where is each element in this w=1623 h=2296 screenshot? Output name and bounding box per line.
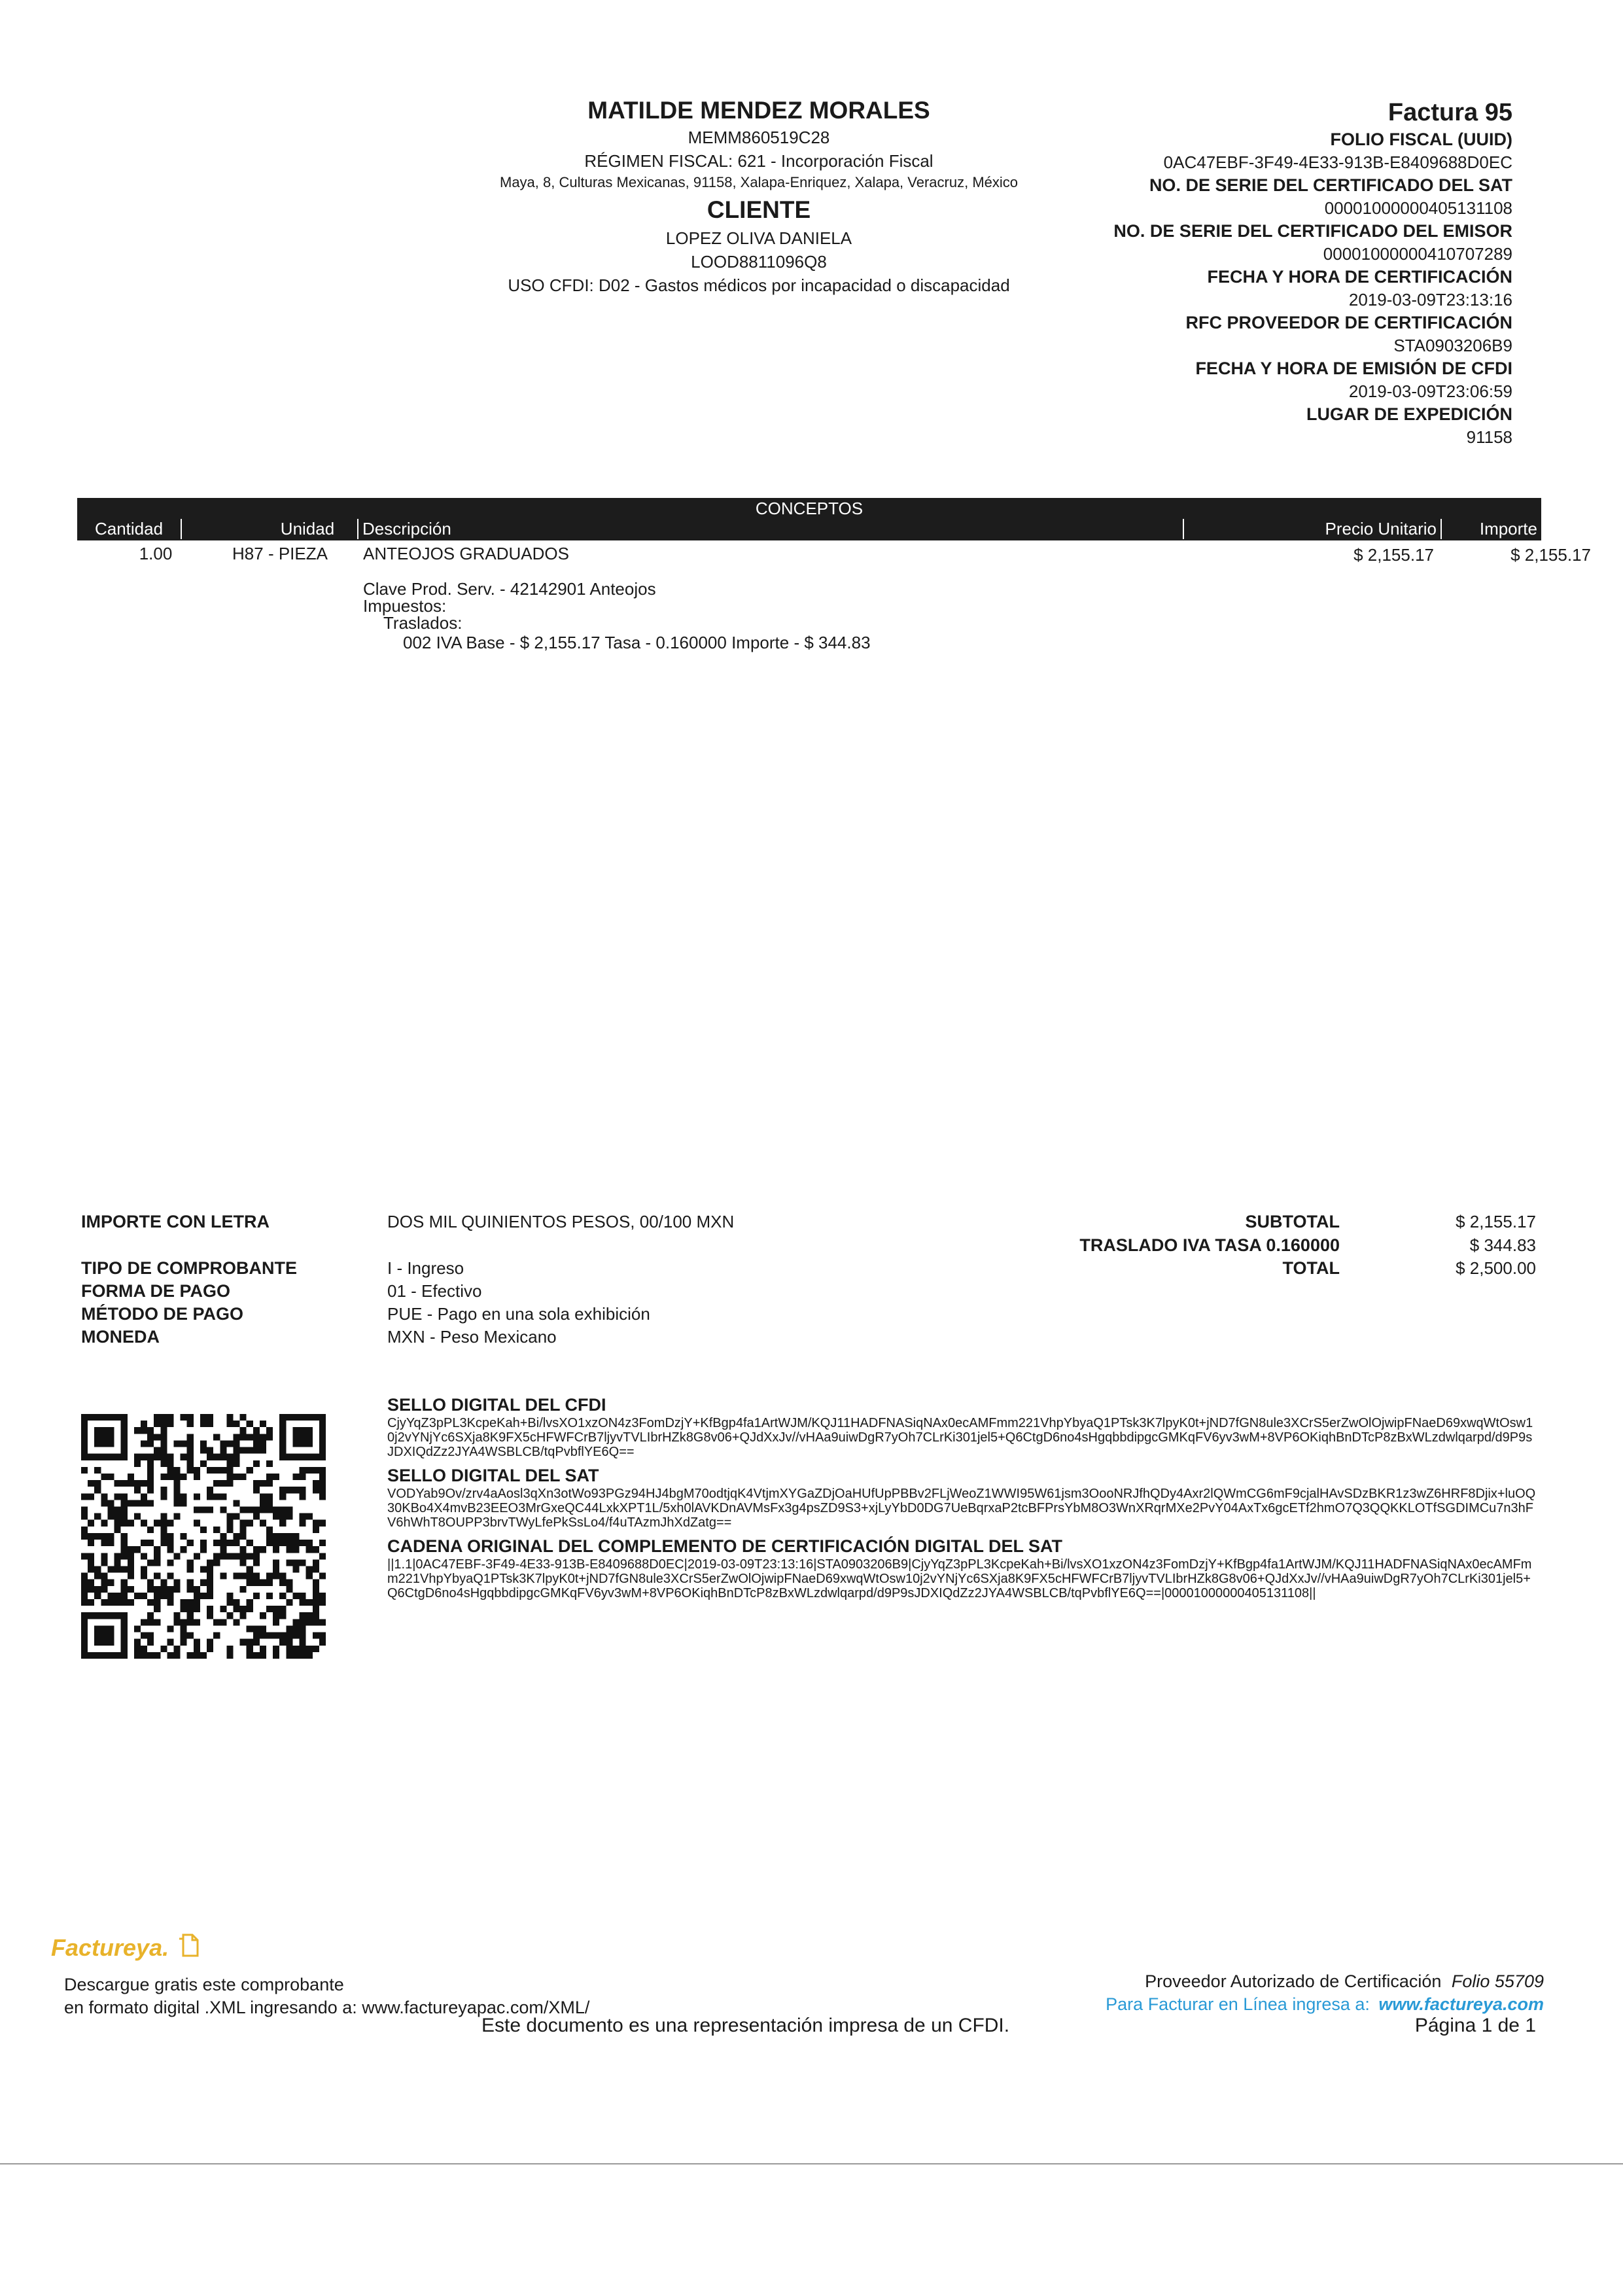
client-uso-cfdi: USO CFDI: D02 - Gastos médicos por incapacidad o discapacidad bbox=[508, 275, 1010, 295]
sello-cfdi-title: SELLO DIGITAL DEL CFDI bbox=[387, 1395, 606, 1415]
cfdi-representation: Este documento es una representación impresa de un CFDI. bbox=[481, 2015, 1010, 2036]
concepts-header bbox=[77, 519, 1541, 540]
forma-value: 01 - Efectivo bbox=[387, 1281, 482, 1301]
scan-edge-divider bbox=[0, 2163, 1623, 2164]
cert-emisor-value: 00001000000410707289 bbox=[1323, 244, 1512, 264]
cadena-value: ||1.1|0AC47EBF-3F49-4E33-913B-E8409688D0EC|2019-03-09T23:13:16|STA0903206B9|CjyYqZ3pPL3KcpeKah+Bi/lvsXO1xzON4z3FomDzjY+KfBgp4fa1ArtWJM/KQJ11HADFNASiqNAx0ecAMFmm221VhpYbyaQ1PTsk3K7lpyK0t+jND7fGN8ule3XCrS5erZwOlOjwipFNaeD69xwqWtOsw10j2vYNjYc6SXja8K9FX5cHFWFCrB7ljyvTVLIbrHZk8G8v06+QJdXxJv//vHAa9uiwDgR7yOh7CLrKi301jel5+Q6CtgD6no4sHgqbbdipgcGMKqFV6yv3wM+8VP6OKiqhBnDTcP8zBxWLzdwlqarpd/d9P9sJDXIQdZz2JYA4WSBLCB/tqPvbflYE6Q==|00001000000405131108|| bbox=[387, 1557, 1532, 1600]
header-unidad: Unidad bbox=[181, 519, 433, 539]
row-precio: $ 2,155.17 bbox=[1353, 545, 1434, 565]
lugar-value: 91158 bbox=[1466, 427, 1512, 447]
invoice-title: Factura 95 bbox=[1387, 99, 1512, 126]
cert-sat-label: NO. DE SERIE DEL CERTIFICADO DEL SAT bbox=[1149, 175, 1512, 195]
row-cantidad: 1.00 bbox=[139, 544, 173, 563]
factureya-logo bbox=[51, 1932, 200, 1962]
provider-text: Proveedor Autorizado de Certificación bbox=[1145, 1971, 1442, 1991]
sello-cfdi-value: CjyYqZ3pPL3KcpeKah+Bi/lvsXO1xzON4z3FomDzjY+KfBgp4fa1ArtWJM/KQJ11HADFNASiqNAx0ecAMFmm221VhpYbyaQ1PTsk3K7lpyK0t+jND7fGN8ule3XCrS5erZwOlOjwipFNaeD69xwqWtOsw10j2vYNjYc6SXja8K9FX5cHFWFCrB7ljyvTVLIbrHZk8G8v06+QJdXxJv//vHAa9uiwDgR7yOh7CLrKi301jel5+Q6CtgD6no4sHgqbbdipgcGMKqFV6yv3wM+8VP6OKiqhBnDTcP8zBxWLzdwlqarpd/d9P9sJDXIQdZz2JYA4WSBLCB/tqPvbflYE6Q== bbox=[387, 1416, 1533, 1459]
header-cantidad: Cantidad bbox=[94, 519, 164, 539]
row-clave: Clave Prod. Serv. - 42142901 Anteojos bbox=[363, 579, 656, 599]
online-line bbox=[981, 1992, 1544, 2016]
total-label: TOTAL bbox=[1282, 1258, 1340, 1278]
forma-label: FORMA DE PAGO bbox=[81, 1281, 230, 1301]
provider-line bbox=[981, 1969, 1544, 1993]
header-precio: Precio Unitario bbox=[1183, 519, 1440, 539]
cadena-title: CADENA ORIGINAL DEL COMPLEMENTO DE CERTIFICACIÓN DIGITAL DEL SAT bbox=[387, 1536, 1063, 1556]
document-icon bbox=[178, 1932, 200, 1958]
tipo-label: TIPO DE COMPROBANTE bbox=[81, 1258, 298, 1278]
client-rfc: LOOD8811096Q8 bbox=[691, 252, 827, 272]
client-title: CLIENTE bbox=[707, 196, 811, 223]
issuer-regimen: RÉGIMEN FISCAL: 621 - Incorporación Fiscal bbox=[584, 151, 934, 171]
fecha-emision-value: 2019-03-09T23:06:59 bbox=[1348, 381, 1512, 401]
folio-label: FOLIO FISCAL (UUID) bbox=[1330, 130, 1512, 149]
concepts-title: CONCEPTOS bbox=[77, 498, 1541, 519]
sello-sat-value: VODYab9Ov/zrv4aAosl3qXn3otWo93PGz94HJ4bgM70odtjqK4VtjmXYGaZDjOaHUfUpPBBv2FLjWeoZ1WWI95W61jsm3OooNRJfhQDy4Axr2lQWmCG6mF9cjalHAvSDzBKR1z3wZ6HRF8Djix+luOQ30KBo4X4mvB23EEO3MrGxeQC44LxkXPT1L/5xh0lAVKDnAVMsFx3g4psZD9S3+xjLyYbD0DG7UeBqrxaP2tcBFPrsYbM8O3WnXRqrMXe2PvY04AxTx6gcETf2hmO7Q3QQKKLOTfSGDIMCu7n3hFV6hWhT8OUPP3brvTWyLfePkSsLo4/f4uTAzmJhXdZatg== bbox=[387, 1487, 1536, 1530]
sello-sat-title: SELLO DIGITAL DEL SAT bbox=[387, 1466, 599, 1485]
logo-text: Factureya. bbox=[51, 1934, 169, 1961]
row-iva: 002 IVA Base - $ 2,155.17 Tasa - 0.160000 Importe - $ 344.83 bbox=[403, 633, 871, 652]
fecha-cert-value: 2019-03-09T23:13:16 bbox=[1348, 290, 1512, 309]
row-descripcion: ANTEOJOS GRADUADOS bbox=[363, 544, 569, 563]
page-number: Página 1 de 1 bbox=[1414, 2015, 1536, 2036]
fecha-cert-label: FECHA Y HORA DE CERTIFICACIÓN bbox=[1207, 267, 1512, 287]
seals-block bbox=[387, 1394, 1539, 1606]
lugar-label: LUGAR DE EXPEDICIÓN bbox=[1306, 404, 1512, 424]
total-value: $ 2,500.00 bbox=[1456, 1258, 1536, 1278]
header-importe: Importe bbox=[1440, 519, 1541, 539]
moneda-label: MONEDA bbox=[81, 1327, 160, 1347]
iva-value: $ 344.83 bbox=[1469, 1235, 1536, 1255]
issuer-block bbox=[451, 96, 1066, 297]
importe-letra-value: DOS MIL QUINIENTOS PESOS, 00/100 MXN bbox=[387, 1212, 735, 1231]
folio-value: 0AC47EBF-3F49-4E33-913B-E8409688D0EC bbox=[1163, 152, 1512, 172]
metodo-value: PUE - Pago en una sola exhibición bbox=[387, 1304, 650, 1324]
issuer-name: MATILDE MENDEZ MORALES bbox=[587, 97, 930, 124]
online-link[interactable]: www.factureya.com bbox=[1378, 1994, 1544, 2014]
issuer-rfc: MEMM860519C28 bbox=[688, 128, 830, 147]
provider-folio: Folio 55709 bbox=[1451, 1971, 1544, 1991]
download-line-2: en formato digital .XML ingresando a: www.factureyapac.com/XML/ bbox=[64, 1998, 590, 2017]
tipo-value: I - Ingreso bbox=[387, 1258, 464, 1278]
rfc-prov-label: RFC PROVEEDOR DE CERTIFICACIÓN bbox=[1185, 313, 1512, 332]
metodo-label: MÉTODO DE PAGO bbox=[81, 1304, 244, 1324]
header-descripcion: Descripción bbox=[357, 519, 1260, 539]
row-importe: $ 2,155.17 bbox=[1510, 545, 1591, 565]
subtotal-label: SUBTOTAL bbox=[1245, 1212, 1340, 1231]
qr-code-icon bbox=[81, 1413, 326, 1659]
client-name: LOPEZ OLIVA DANIELA bbox=[665, 228, 852, 248]
row-traslados: Traslados: bbox=[383, 613, 462, 633]
importe-letra-label: IMPORTE CON LETRA bbox=[81, 1212, 270, 1231]
fiscal-block bbox=[1021, 97, 1512, 449]
row-unidad: H87 - PIEZA bbox=[232, 544, 328, 563]
fecha-emision-label: FECHA Y HORA DE EMISIÓN DE CFDI bbox=[1195, 359, 1512, 378]
row-impuestos: Impuestos: bbox=[363, 596, 447, 616]
rfc-prov-value: STA0903206B9 bbox=[1393, 336, 1512, 355]
iva-label: TRASLADO IVA TASA 0.160000 bbox=[1079, 1235, 1340, 1255]
issuer-address: Maya, 8, Culturas Mexicanas, 91158, Xalapa-Enriquez, Xalapa, Veracruz, México bbox=[500, 174, 1018, 190]
download-line-1: Descargue gratis este comprobante bbox=[64, 1975, 344, 1994]
moneda-value: MXN - Peso Mexicano bbox=[387, 1327, 557, 1347]
online-prefix: Para Facturar en Línea ingresa a: bbox=[1106, 1994, 1370, 2014]
cert-sat-value: 00001000000405131108 bbox=[1324, 198, 1512, 218]
subtotal-value: $ 2,155.17 bbox=[1456, 1212, 1536, 1231]
cert-emisor-label: NO. DE SERIE DEL CERTIFICADO DEL EMISOR bbox=[1113, 221, 1512, 241]
